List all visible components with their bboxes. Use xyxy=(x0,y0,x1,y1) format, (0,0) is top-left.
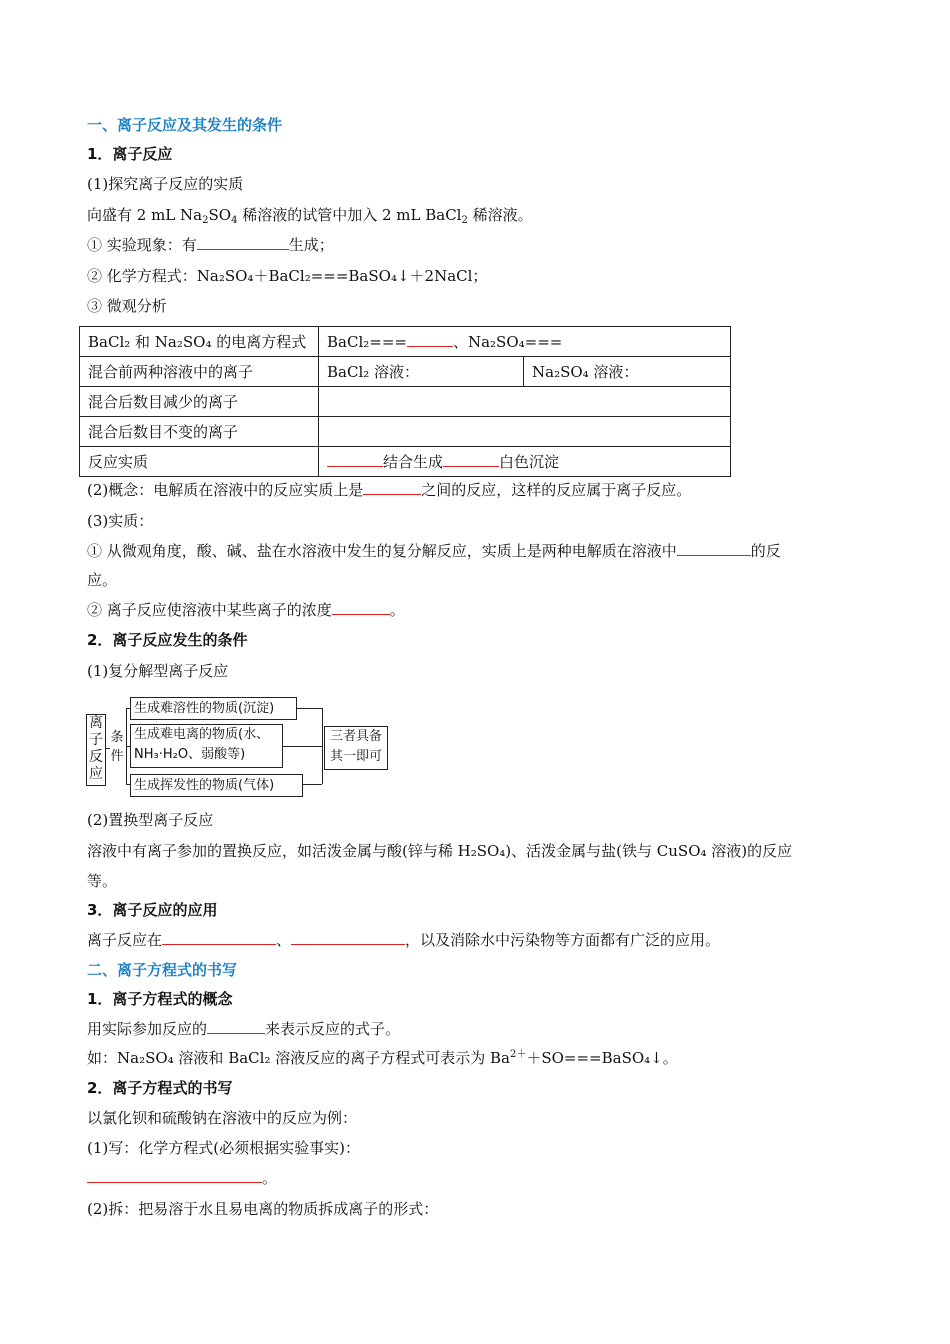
heading-writing: 2．离子方程式的书写 xyxy=(87,1079,233,1097)
heading-applications: 3．离子反应的应用 xyxy=(87,901,218,919)
table-cell-label: 反应实质 xyxy=(80,447,319,477)
concept-line: (2)概念：电解质在溶液中的反应实质上是 之间的反应，这样的反应属于离子反应。 xyxy=(87,481,692,499)
diagram-left-box: 离 子 反 应 xyxy=(86,714,106,786)
blank-application-2[interactable] xyxy=(291,930,405,945)
split-step: (2)拆：把易溶于水且易电离的物质拆成离子的形式： xyxy=(87,1200,439,1218)
diagram-item-weak-electrolyte: 生成难电离的物质(水、 NH₃·H₂O、弱酸等) xyxy=(130,724,283,768)
blank-chem-equation[interactable] xyxy=(87,1168,262,1183)
essence-title: (3)实质： xyxy=(87,512,154,530)
displacement-line-2: 等。 xyxy=(87,872,118,890)
essence-line-1: ① 从微观角度，酸、碱、盐在水溶液中发生的复分解反应，实质上是两种电解质在溶液中 的反 xyxy=(87,542,781,560)
table-cell-label: 混合前两种溶液中的离子 xyxy=(80,357,319,387)
table-cell-value: BaCl₂ 溶液： xyxy=(319,357,524,387)
table-cell-label: 混合后数目减少的离子 xyxy=(80,387,319,417)
table-cell-value: 结合生成 白色沉淀 xyxy=(319,447,731,477)
diagram-result-box: 三者具备 其一即可 xyxy=(324,726,388,770)
table-row xyxy=(80,327,731,357)
blank-concept[interactable] xyxy=(363,480,421,495)
diagram-item-gas: 生成挥发性的物质(气体) xyxy=(130,774,303,797)
section-1-title: 一、离子反应及其发生的条件 xyxy=(87,116,283,134)
displacement-line-1: 溶液中有离子参加的置换反应，如活泼金属与酸(锌与稀 H₂SO₄)、活泼金属与盐(铁与 CuSO₄ 溶液)的反应 xyxy=(87,842,793,860)
table-cell-label: BaCl₂ 和 Na₂SO₄ 的电离方程式 xyxy=(80,327,319,357)
write-blank-line: 。 xyxy=(87,1168,277,1188)
section-2-title: 二、离子方程式的书写 xyxy=(87,961,238,979)
conditions-diagram xyxy=(86,694,391,796)
blank-concentration[interactable] xyxy=(332,600,390,615)
table-row xyxy=(80,387,731,417)
heading-ionic-reaction: 1．离子反应 xyxy=(87,145,173,163)
table-cell-value: Na₂SO₄ 溶液： xyxy=(524,357,731,387)
blank-phenomenon[interactable] xyxy=(197,235,289,250)
blank-ions[interactable] xyxy=(207,1019,265,1034)
writing-intro: 以氯化钡和硫酸钠在溶液中的反应为例： xyxy=(87,1109,358,1127)
table-row xyxy=(80,447,731,477)
table-row xyxy=(80,417,731,447)
essence-line-2: ② 离子反应使溶液中某些离子的浓度 。 xyxy=(87,601,405,619)
table-cell-value xyxy=(319,387,731,417)
sub-explore: (1)探究离子反应的实质 xyxy=(87,175,244,193)
equation-line: ② 化学方程式：Na₂SO₄＋BaCl₂===BaSO₄↓＋2NaCl； xyxy=(87,267,488,285)
micro-analysis: ③ 微观分析 xyxy=(87,297,167,315)
analysis-table xyxy=(79,326,731,477)
ionic-example-line: 如：Na₂SO₄ 溶液和 BaCl₂ 溶液反应的离子方程式可表示为 $Ba^{2+}+SO===BaSO_4↓$。 xyxy=(87,1049,678,1067)
write-step: (1)写：化学方程式(必须根据实验事实)： xyxy=(87,1139,360,1157)
sub-metathesis: (1)复分解型离子反应 xyxy=(87,662,229,680)
table-cell-label: 混合后数目不变的离子 xyxy=(80,417,319,447)
experiment-line: 向盛有 2 mL $Na_2SO_4$ 稀溶液的试管中加入 2 mL BaCl$_2$ 稀溶液。 xyxy=(87,206,533,226)
diagram-cond-label: 条 件 xyxy=(110,728,124,768)
table-row xyxy=(80,357,731,387)
applications-line: 离子反应在 、 ，以及消除水中污染物等方面都有广泛的应用。 xyxy=(87,931,721,949)
table-cell-value xyxy=(319,417,731,447)
chem-equation: Na₂SO₄＋BaCl₂===BaSO₄↓＋2NaCl； xyxy=(196,267,488,285)
blank-application-1[interactable] xyxy=(162,930,276,945)
blank-essence[interactable] xyxy=(677,541,751,556)
ionic-concept-line: 用实际参加反应的 来表示反应的式子。 xyxy=(87,1020,401,1038)
diagram-item-precipitate: 生成难溶性的物质(沉淀) xyxy=(130,697,297,720)
phenomenon-line: ① 实验现象：有 生成； xyxy=(87,236,334,254)
heading-ionic-equation-concept: 1．离子方程式的概念 xyxy=(87,990,233,1008)
heading-conditions: 2．离子反应发生的条件 xyxy=(87,631,248,649)
essence-line-1-cont: 应。 xyxy=(87,571,118,589)
table-cell-value: BaCl₂=== 、Na₂SO₄=== xyxy=(319,327,731,357)
sub-displacement: (2)置换型离子反应 xyxy=(87,811,214,829)
